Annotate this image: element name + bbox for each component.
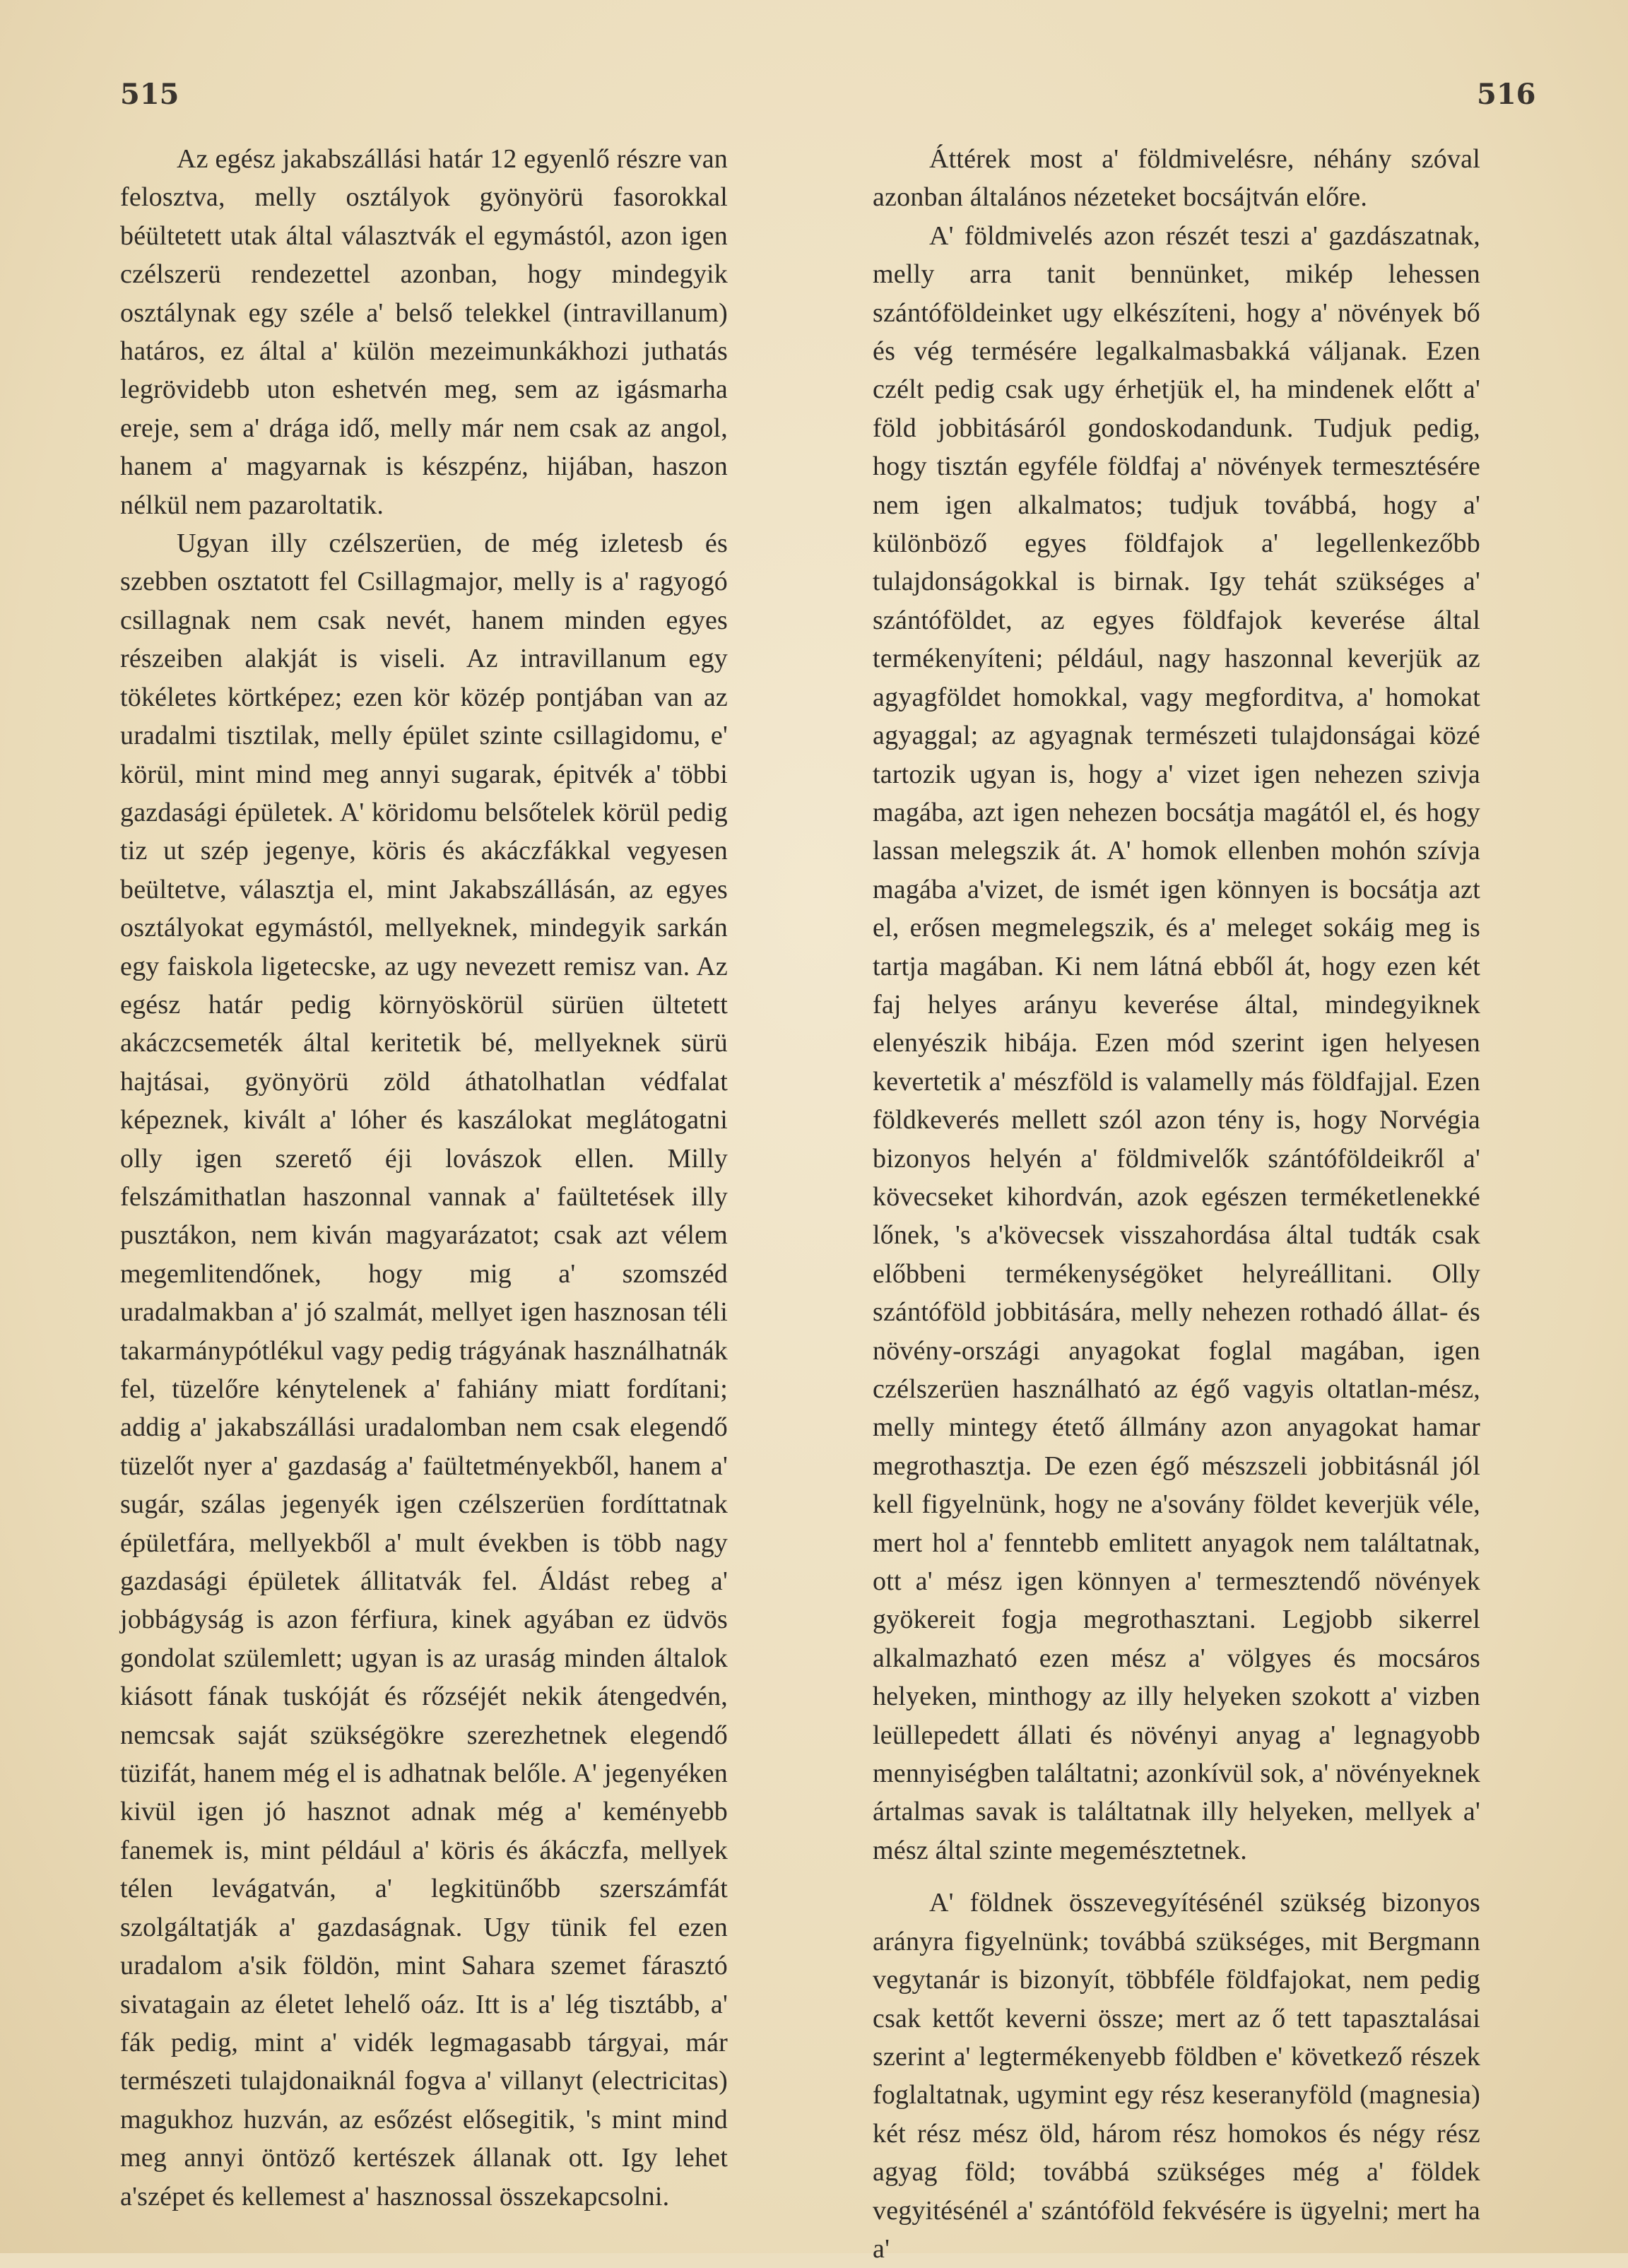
paragraph: Az egész jakabszállási határ 12 egyenlő részre van felosztva, melly osztályok gyönyörü fasorokkal béültetett utak által választvák el egymástól, azon igen czélszerü rendezettel azonban, hogy mindegyik osztálynak egy széle a' belső telekkel (intravillanum) határos, ez által a' külön mezeimunkákhozi juthatás legrövidebb uton eshetvén meg, sem az igásmarha ereje, sem a' drága idő, melly már nem csak az angol, hanem a' magyarnak is készpénz, hijában, haszon nélkül nem pazaroltatik.: [120, 144, 728, 520]
page-number-left: 515: [120, 78, 179, 111]
paragraph: Áttérek most a' földmivelésre, néhány szóval azonban általános nézeteket bocsájtván előre.: [873, 144, 1480, 213]
paragraph: A' földnek összevegyítésénél szükség bizonyos arányra figyelnünk; továbbá szükséges, mit Bergmann vegytanár is bizonyít, többféle földfajokat, nem pedig csak kettőt keverni össze; mert az ő tett tapasztalásai szerint a' legtermékenyebb földben e' következő részek foglaltatnak, ugymint egy rész keseranyföld (magnesia) két rész mész öld, három rész homokos és négy rész agyag föld; továbbá szükséges még a' földek vegyitésénél a' szántóföld fekvésére is ügyelni; mert ha a': [873, 1888, 1480, 2264]
paragraph: Ugyan illy czélszerüen, de még izletesb és szebben osztatott fel Csillagmajor, melly is a' ragyogó csillagnak nem csak nevét, hanem minden egyes részeiben alakját is viseli. Az intravillanum egy tökéletes körtképez; ezen kör közép pontjában van az uradalmi tisztilak, melly épület szinte csillagidomu, e' körül, mint mind meg annyi sugarak, épitvék a' többi gazdasági épületek. A' köridomu belsőtelek körül pedig tiz ut szép jegenye, köris és akáczfákkal vegyesen beültetve, választja el, mint Jakabszállásán, az egyes osztályokat egymástól, mellyeknek, mindegyik sarkán egy faiskola ligetecske, az ugy nevezett remisz van. Az egész határ pedig környöskörül sürüen ültetett akáczcsemeték által keritetik bé, mellyeknek sürü hajtásai, gyönyörü zöld áthatolhatlan védfalat képeznek, kivált a' lóher és kaszálokat meglátogatni olly igen szerető éji lovászok ellen. Milly felszámithatlan haszonnal vannak a' faültetések illy pusztákon, nem kiván magyarázatot; csak azt vélem megemlitendőnek, hogy mig a' szomszéd uradalmakban a' jó szalmát, mellyet igen hasznosan téli takarmánypótlékul vagy pedig trágyának használhatnák fel, tüzelőre kénytelenek a' fahiány miatt fordítani; addig a' jakabszállási uradalomban nem csak elegendő tüzelőt nyer a' gazdaság a' faültetményekből, hanem a' sugár, szálas jegenyék igen czélszerüen fordíttatnak épületfára, mellyekből a' mult években is több nagy gazdasági épületek állitatvák fel. Áldást rebeg a' jobbágyság is azon férfiura, kinek agyában ez üdvös gondolat szülemlett; ugyan is az uraság minden általok kiásott fának tuskóját és rőzséjét nekik átengedvén, nemcsak saját szükségökre szerezhetnek elegendő tüzifát, hanem még el is adhatnak belőle. A' jegenyéken kivül igen jó hasznot adnak még a' keményebb fanemek is, mint például a' köris és ákáczfa, mellyek télen levágatván, a' legkitünőbb szerszámfát szolgáltatják a' gazdaságnak. Ugy tünik fel ezen uradalom a'sik földön, mint Sahara szemet fárasztó sivatagain az életet lehelő oáz. Itt is a' lég tisztább, a' fák pedig, mint a' vidék legmagasabb tárgyai, már természeti tulajdonaiknál fogva a' villanyt (electricitas) magukhoz huzván, az esőzést elősegitik, 's mint mind meg annyi öntöző kertészek állanak ott. Igy lehet a'szépet és kellemest a' hasznossal összekapcsolni.: [120, 528, 728, 2211]
paragraph: A' földmivelés azon részét teszi a' gazdászatnak, melly arra tanit bennünket, mikép lehessen szántóföldeinket ugy elkészíteni, hogy a' növények bő és vég termésére legalkalmasbakká váljanak. Ezen czélt pedig csak ugy érhetjük el, ha mindenek előtt a' föld jobbitásáról gondoskodandunk. Tudjuk pedig, hogy tisztán egyféle földfaj a' növények termesztésére nem igen alkalmatos; tudjuk továbbá, hogy a' különböző egyes földfajok a' legellenkezőbb tulajdonságokkal is birnak. Igy tehát szükséges a' szántóföldet, az egyes földfajok keverése által termékenyíteni; például, nagy haszonnal keverjük az agyagföldet homokkal, vagy megforditva, a' homokat agyaggal; az agyagnak természeti tulajdonságai közé tartozik ugyan is, hogy a' vizet igen nehezen szivja magába, azt igen nehezen bocsátja magától el, és hogy lassan melegszik át. A' homok ellenben mohón szívja magába a'vizet, de ismét igen könnyen is bocsátja azt el, erősen megmelegszik, és a' meleget sokáig meg is tartja magában. Ki nem látná ebből át, hogy ezen két faj helyes arányu keverése által, mindegyiknek elenyészik hibája. Ezen mód szerint igen helyesen kevertetik a' mészföld is valamelly más földfajjal. Ezen földkeverés mellett szól azon tény is, hogy Norvégia bizonyos helyén a' földmivelők szántóföldeikről a' kövecseket kihordván, azok egészen terméketlenekké lőnek, 's a'kövecsek visszahordása által tudták csak előbbeni termékenységöket helyreállitani. Olly szántóföld jobbitására, melly nehezen rothadó állat- és növény-országi anyagokat foglal magában, igen czélszerüen használható az égő vagyis oltatlan-mész, melly mintegy étető állmány azon anyagokat hamar megrothasztja. De ezen égő mészszeli jobbitásnál jól kell figyelnünk, hogy ne a'sovány földet keverjük véle, mert hol a' fenntebb emlitett anyagok nem találtatnak, ott a' mész igen könnyen a' termesztendő növények gyökereit fogja megrothasztani. Legjobb sikerrel alkalmazható ezen mész a' völgyes és mocsáros helyeken, minthogy az illy helyeken szokott a' vizben leüllepedett állati és növényi anyag a' legnagyobb mennyiségben találtatni; azonkívül sok, a' növényeknek ártalmas savak is találtatnak illy helyeken, mellyek a' mész által szinte megemésztetnek.: [873, 220, 1480, 1865]
page-number-right: 516: [1477, 78, 1536, 111]
right-column: [873, 140, 1480, 2268]
left-column: [120, 140, 728, 2216]
